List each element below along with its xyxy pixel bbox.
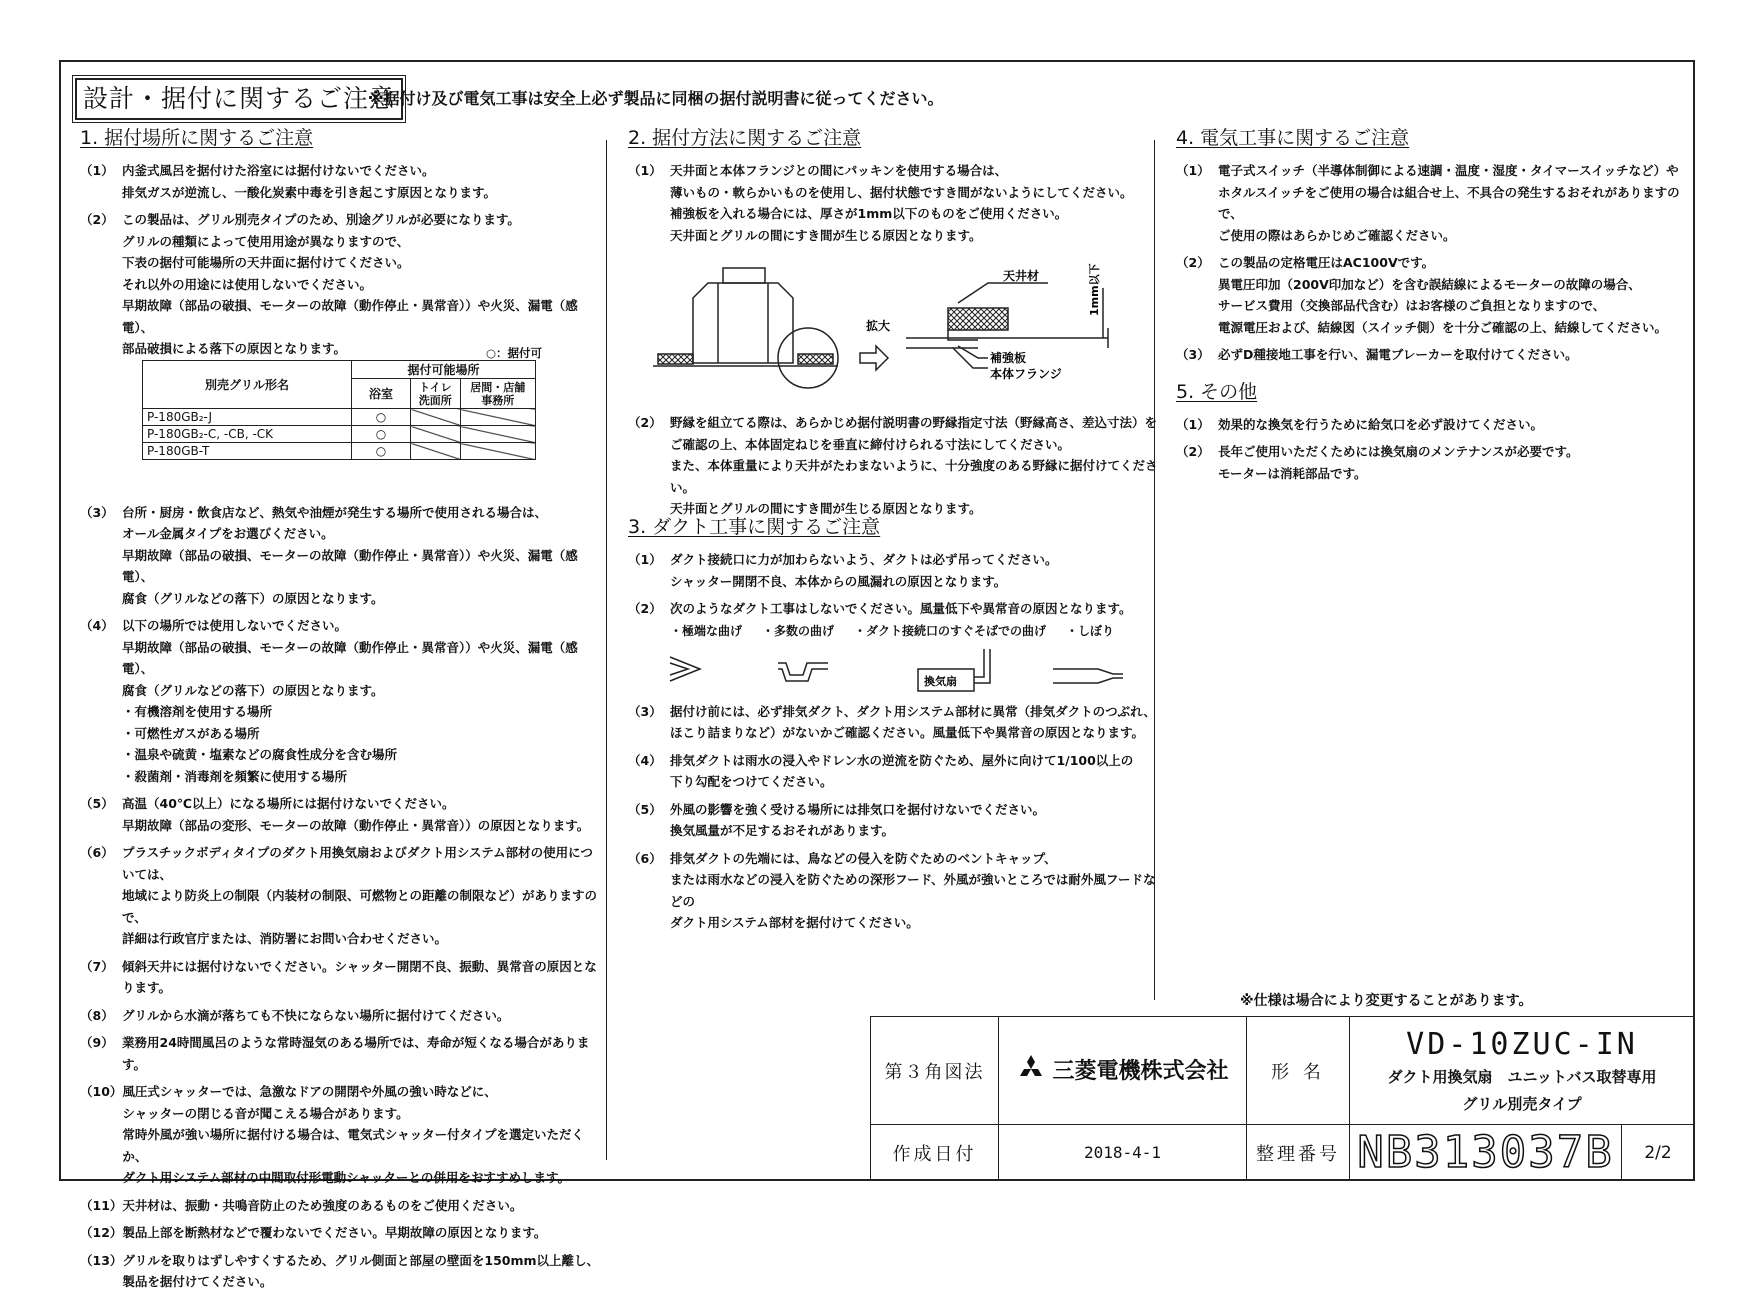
list-item: （2） この製品は、グリル別売タイプのため、別途グリルが必要になります。 グリルの種類によって使用用途が異なりますので、 下表の据付可能場所の天井面に据付けてください。 それ以外の用途には使用しないでください。 早期故障（部品の破損、モーターの故障（動作停止・異常音））や火災、漏電（感電）、 部品破損による落下の原因となります。 (80, 212, 578, 356)
flange-label: 本体フランジ (990, 367, 1062, 381)
list-item: （6） 排気ダクトの先端には、鳥などの侵入を防ぐためのベントキャップ、 または雨水などの浸入を防ぐための深形フード、外風が強いところでは耐外風フードなどの ダクト用システム部材を据付けてください。 (628, 850, 1156, 930)
projection-method: 第３角図法 (871, 1017, 999, 1125)
plate-label: 補強板 (990, 351, 1027, 365)
section-duct (628, 515, 1158, 940)
list-item: （5） 外風の影響を強く受ける場所には排気口を据付けないでください。 換気風量が不足するおそれがあります。 (628, 801, 1046, 838)
list-item: （2） 野縁を組立てる際は、あらかじめ据付説明書の野縁指定寸法（野縁高さ、差込寸法）を ご確認の上、本体固定ねじを垂直に締付けられる寸法にしてください。 また、本体重量により天井がたわまないように、十分強度のある野縁に据付けてください。 天井面とグリルの間にすき間が生じる原因となります。 (628, 415, 1158, 516)
document-number: NB313037B (1350, 1125, 1622, 1181)
list-item: （1） 電子式スイッチ（半導体制御による速調・温度・湿度・タイマースイッチなど）や ホタルスイッチをご使用の場合は組合せ上、不具合の発生するおそれがありますので、 ご使用の際はあらかじめご確認ください。 (1176, 163, 1680, 243)
sharp-bend-drawing (670, 657, 700, 681)
ceiling-label: 天井材 (1003, 269, 1040, 283)
page-title: 設計・据付に関するご注意 (75, 78, 403, 120)
list-item: （6） プラスチックボディタイプのダクト用換気扇およびダクト用システム部材の使用については、 地域により防炎上の制限（内装材の制限、可燃物との距離の制限など）がありますので、 詳細は行政官庁または、消防署にお問い合わせください。 (80, 845, 598, 946)
list-item: （5） 高温（40℃以上）になる場所には据付けないでください。 早期故障（部品の変形、モーターの故障（動作停止・異常音））の原因となります。 (80, 796, 590, 833)
list-item: （9） 業務用24時間風呂のような常時湿気のある場所では、寿命が短くなる場合があります。 (80, 1035, 590, 1072)
section-heading: 4. 電気工事に関するご注意 (1176, 127, 1410, 149)
company-name: 三菱電機株式会社 (1052, 1058, 1229, 1084)
list-item: （2） 長年ご使用いただくためには換気扇のメンテナンスが必要です。 モーターは消耗部品です。 (1176, 444, 1579, 481)
created-date: 2018-4-1 (999, 1125, 1247, 1181)
fan-body-drawing (653, 268, 838, 388)
list-item: （1） ダクト接続口に力が加わらないよう、ダクトは必ず吊ってください。 シャッター開閉不良、本体からの風漏れの原因となります。 (628, 552, 1058, 589)
table-legend: ○：据付可 (486, 346, 543, 360)
list-item: （10） 風圧式シャッターでは、急激なドアの開閉や外風の強い時などに、 シャッターの閉じる音が聞こえる場合があります。 常時外風が強い場所に据付ける場合は、電気式シャッター付タイプを選定いただくか、 ダクト用システム部材の中間取付形電動シャッターとの併用をおすすめします。 (80, 1084, 585, 1185)
list-item: （13） グリルを取りはずしやすくするため、グリル側面と部屋の壁面を150mm以上離し、 製品を据付けてください。 (80, 1252, 600, 1289)
install-diagram (648, 258, 1118, 408)
page-number: 2/2 (1622, 1125, 1695, 1181)
company-logo (999, 1017, 1247, 1125)
list-item: （2） この製品の定格電圧はAC100Vです。 異電圧印加（200V印加など）を含む誤結線によるモーターの故障の場合、 サービス費用（交換部品代含む）はお客様のご負担となりますので、 電源電圧および、結線図（スイッチ側）を十分ご確認の上、結線してください。 (1176, 255, 1668, 335)
section-heading: 3. ダクト工事に関するご注意 (628, 516, 881, 538)
section-install-method (628, 126, 1148, 252)
list-item: （3） 必ずD種接地工事を行い、漏電ブレーカーを取付けてください。 (1176, 347, 1578, 362)
title-block (870, 1016, 1695, 1181)
table-row: P-180GB₂-J ○ (143, 409, 536, 426)
mitsubishi-logo-icon (1016, 1055, 1046, 1083)
list-item: （3） 台所・厨房・飲食店など、熱気や油煙が発生する場所で使用される場合は、 オール金属タイプをお選びください。 早期故障（部品の破損、モーターの故障（動作停止・異常音））や火災、漏電（感電）、 腐食（グリルなどの落下）の原因となります。 (80, 504, 578, 606)
table-row: P-180GB-T ○ (143, 443, 536, 460)
list-item: （4） 排気ダクトは雨水の浸入やドレン水の逆流を防ぐため、屋外に向けて1/100以上の 下り勾配をつけてください。 (628, 752, 1134, 789)
section-install-method-2 (628, 412, 1158, 526)
constriction-drawing (1053, 669, 1123, 683)
fan-label: 換気扇 (924, 674, 957, 688)
section-heading: 1. 据付場所に関するご注意 (80, 127, 314, 149)
list-item: （12） 製品上部を断熱材などで覆わないでください。早期故障の原因となります。 (80, 1225, 547, 1240)
column-divider-1 (606, 140, 607, 1160)
table-header: 浴室 (352, 379, 411, 409)
model-label: 形 名 (1247, 1017, 1350, 1125)
model-cell (1350, 1017, 1695, 1125)
table-header: トイレ 洗面所 (411, 379, 461, 409)
section-electrical (1176, 126, 1696, 490)
list-item: （7） 傾斜天井には据付けないでください。シャッター開閉不良、振動、異常音の原因となります。 (80, 958, 597, 995)
section-install-location (80, 126, 600, 1299)
bad-duct-diagram (628, 639, 1128, 697)
list-item: （11） 天井材は、振動・共鳴音防止のため強度のあるものをご使用ください。 (80, 1197, 523, 1213)
section-heading: 2. 据付方法に関するご注意 (628, 127, 862, 149)
table-header: 別売グリル形名 (143, 361, 352, 409)
model-desc: グリル別売タイプ (1462, 1095, 1582, 1113)
list-item: （1） 効果的な換気を行うために給気口を必ず設けてください。 (1176, 416, 1544, 432)
list-item: （3） 据付け前には、必ず排気ダクト、ダクト用システム部材に異常（排気ダクトのつぶれ、 ほこり詰まりなど）がないかご確認ください。風量低下や異常音の原因となります。 (628, 703, 1156, 740)
table-header: 居間・店舗 事務所 (460, 379, 535, 409)
bad-duct-labels: ・極端な曲げ ・多数の曲げ ・ダクト接続口のすぐそばでの曲げ ・しぼり (670, 623, 1115, 638)
table-header: 据付可能場所 (352, 361, 536, 379)
dimension-label: 1mm以下 (1088, 263, 1101, 316)
list-item: （1） 内釜式風呂を据付けた浴室には据付けないでください。 排気ガスが逆流し、一酸化炭素中毒を引き起こす原因となります。 (80, 163, 497, 200)
install-note: ※据付け及び電気工事は安全上必ず製品に同梱の据付説明書に従ってください。 (368, 89, 944, 108)
model-number: VD-10ZUC-IN (1406, 1027, 1638, 1062)
arrow-right-icon (860, 346, 888, 370)
section-heading: 5. その他 (1176, 380, 1258, 403)
list-item: （8） グリルから水滴が落ちても不快にならない場所に据付けてください。 (80, 1007, 510, 1023)
list-item: （4） 以下の場所では使用しないでください。 早期故障（部品の破損、モーターの故障（動作停止・異常音））や火災、漏電（感電）、 腐食（グリルなどの落下）の原因となります。 ・有機溶剤を使用する場所 ・可燃性ガスがある場所 ・温泉や硫黄・塩素などの腐食性成分を含む場所 ・殺菌剤・消毒剤を頻繁に使用する場所 (80, 618, 578, 784)
list-item: （1） 天井面と本体フランジとの間にパッキンを使用する場合は、 薄いもの・軟らかいものを使用し、据付状態ですき間がないようにしてください。 補強板を入れる場合には、厚さが1mm以下のものをご使用ください。 天井面とグリルの間にすき間が生じる原因となります。 (628, 163, 1133, 243)
spec-note: ※仕様は場合により変更することがあります。 (1240, 993, 1533, 1009)
enlarge-label: 拡大 (866, 319, 891, 333)
date-label: 作成日付 (871, 1125, 999, 1181)
grille-table (142, 360, 536, 460)
model-desc: ダクト用換気扇 ユニットバス取替専用 (1387, 1068, 1657, 1086)
table-row: P-180GB₂-C, -CB, -CK ○ (143, 426, 536, 443)
doc-label: 整理番号 (1247, 1125, 1350, 1181)
list-item: （2） 次のようなダクト工事はしないでください。風量低下や異常音の原因となります。 (628, 601, 1132, 616)
